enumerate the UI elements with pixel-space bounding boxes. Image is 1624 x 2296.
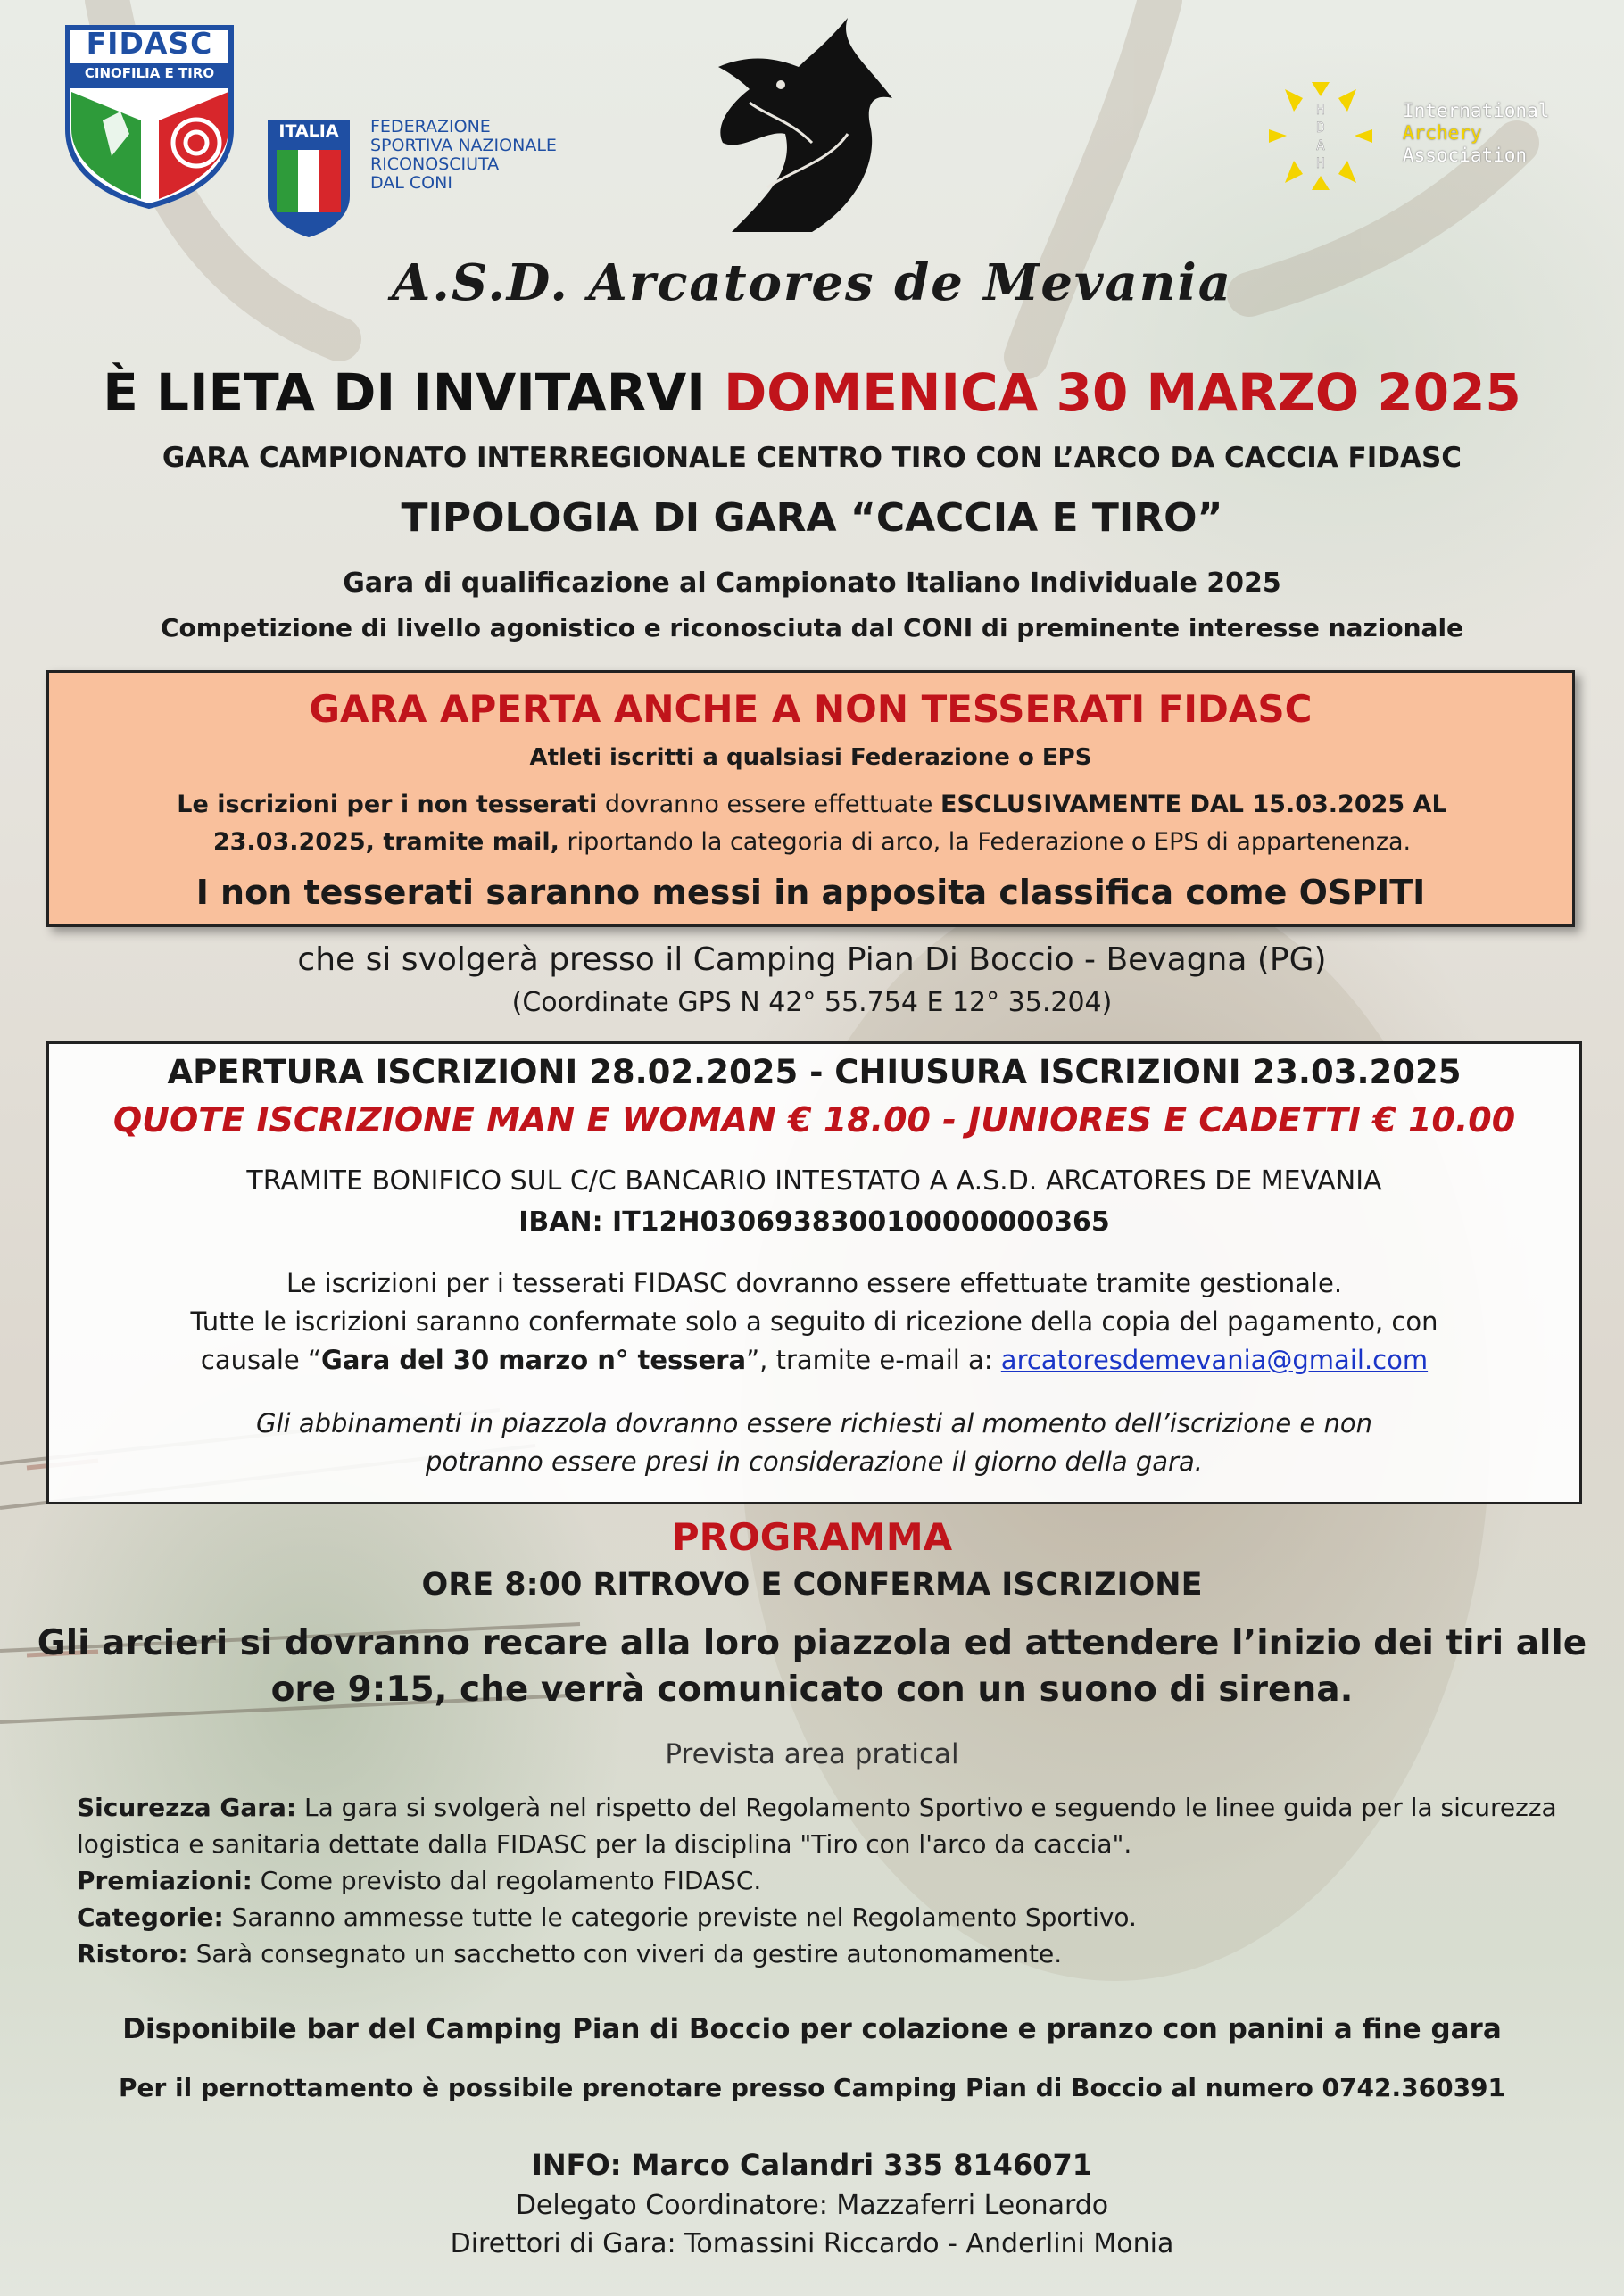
open-box-bold: ESCLUSIVAMENTE DAL 15.03.2025 AL 23.03.2025, tramite mail, bbox=[212, 791, 1447, 856]
headline bbox=[0, 362, 1624, 423]
federation-line: SPORTIVA NAZIONALE bbox=[370, 136, 557, 155]
program-text-line: Gli arcieri si dovranno recare alla loro piazzola ed attendere l’inizio dei tiri alle bbox=[37, 1623, 1587, 1663]
open-box-span: riportando la categoria di arco, la Federazione o EPS di appartenenza. bbox=[559, 828, 1412, 856]
registration-box bbox=[46, 1041, 1582, 1504]
federation-text bbox=[370, 118, 557, 193]
detail-text: Come previsto dal regolamento FIDASC. bbox=[252, 1866, 762, 1895]
detail-text: Saranno ammesse tutte le categorie previste nel Regolamento Sportivo. bbox=[223, 1902, 1137, 1932]
pairing-note-line: potranno essere presi in considerazione il giorno della gara. bbox=[426, 1446, 1203, 1477]
registration-info-line: Le iscrizioni per i tesserati FIDASC dovranno essere effettuate tramite gestionale. bbox=[286, 1268, 1343, 1298]
program-text bbox=[0, 1620, 1624, 1713]
federation-line: DAL CONI bbox=[370, 173, 452, 193]
iaa-line: International bbox=[1403, 100, 1550, 121]
federation-line: RICONOSCIUTA bbox=[370, 154, 500, 174]
federation-line: FEDERAZIONE bbox=[370, 117, 491, 137]
causale-suffix: ”, tramite e-mail a: bbox=[746, 1345, 1001, 1375]
detail-label: Premiazioni: bbox=[77, 1866, 253, 1895]
iaa-logo-icon bbox=[1267, 80, 1374, 192]
registration-fees: QUOTE ISCRIZIONE MAN E WOMAN € 18.00 - JUNIORES E CADETTI € 10.00 bbox=[112, 1100, 1516, 1140]
open-competition-box bbox=[46, 670, 1575, 927]
italia-coni-logo bbox=[264, 116, 353, 241]
race-directors: Direttori di Gara: Tomassini Riccardo - Anderlini Monia bbox=[450, 2228, 1174, 2259]
detail-item bbox=[77, 1899, 1558, 1935]
detail-label: Sicurezza Gara: bbox=[77, 1793, 297, 1822]
info-contact: INFO: Marco Calandri 335 8146071 bbox=[531, 2148, 1092, 2182]
registration-dates: APERTURA ISCRIZIONI 28.02.2025 - CHIUSURA ISCRIZIONI 23.03.2025 bbox=[167, 1053, 1462, 1091]
causale-prefix: causale “ bbox=[200, 1345, 322, 1375]
event-type: TIPOLOGIA DI GARA “CACCIA E TIRO” bbox=[401, 495, 1223, 541]
dragon-emblem-icon bbox=[714, 18, 892, 232]
registration-info bbox=[49, 1264, 1579, 1380]
italia-label: ITALIA bbox=[278, 121, 339, 141]
event-date: DOMENICA 30 MARZO 2025 bbox=[724, 362, 1521, 423]
competition-level-text: Competizione di livello agonistico e riconosciuta dal CONI di preminente interesse nazionale bbox=[160, 613, 1464, 642]
program-text-line: ore 9:15, che verrà comunicato con un suono di sirena. bbox=[270, 1670, 1354, 1710]
headline-lead: È LIETA DI INVITARVI bbox=[103, 362, 725, 423]
location-line: che si svolgerà presso il Camping Pian Di Boccio - Bevagna (PG) bbox=[297, 941, 1327, 978]
fidasc-logo bbox=[62, 22, 236, 210]
open-box-ospiti: I non tesserati saranno messi in apposita classifica come OSPITI bbox=[195, 873, 1426, 912]
iban: IBAN: IT12H0306938300100000000365 bbox=[518, 1206, 1110, 1238]
program-time: ORE 8:00 RITROVO E CONFERMA ISCRIZIONE bbox=[421, 1567, 1203, 1603]
event-subtitle: GARA CAMPIONATO INTERREGIONALE CENTRO TIRO CON L’ARCO DA CACCIA FIDASC bbox=[162, 442, 1462, 474]
iaa-letter: H bbox=[1316, 101, 1325, 118]
fidasc-logo-subtitle: CINOFILIA E TIRO bbox=[84, 65, 215, 81]
open-box-bold: Le iscrizioni per i non tesserati bbox=[177, 791, 598, 818]
detail-item bbox=[77, 1935, 1558, 1972]
detail-text: La gara si svolgerà nel rispetto del Regolamento Sportivo e seguendo le linee guida per la sicurezza logistica e sanitaria dettate dalla FIDASC per la disciplina "Tiro con l'arco da caccia". bbox=[77, 1793, 1557, 1859]
email-link[interactable]: arcatoresdemevania@gmail.com bbox=[1000, 1345, 1429, 1375]
details-list bbox=[77, 1789, 1558, 1972]
registration-info-line bbox=[49, 1341, 1579, 1380]
club-name: A.S.D. Arcatores de Mevania bbox=[391, 253, 1233, 312]
delegate: Delegato Coordinatore: Mazzaferri Leonardo bbox=[515, 2190, 1109, 2221]
detail-text: Sarà consegnato un sacchetto con viveri da gestire autonomamente. bbox=[187, 1939, 1063, 1969]
detail-item bbox=[77, 1789, 1558, 1862]
open-box-span: dovranno essere effettuate bbox=[597, 791, 940, 818]
iaa-line: Association bbox=[1403, 145, 1528, 166]
open-box-text bbox=[103, 786, 1521, 861]
bar-info: Disponibile bar del Camping Pian di Boccio per colazione e pranzo con panini a fine gara bbox=[122, 2013, 1502, 2045]
iaa-line: Archery bbox=[1403, 122, 1482, 144]
fidasc-logo-title: FIDASC bbox=[86, 26, 213, 61]
iaa-text bbox=[1403, 100, 1549, 167]
detail-label: Ristoro: bbox=[77, 1939, 188, 1969]
detail-label: Categorie: bbox=[77, 1902, 224, 1932]
overnight-info: Per il pernottamento è possibile prenotare presso Camping Pian di Boccio al numero 0742.360391 bbox=[118, 2073, 1506, 2102]
open-box-title: GARA APERTA ANCHE A NON TESSERATI FIDASC bbox=[309, 687, 1313, 731]
iaa-letter: D bbox=[1316, 119, 1325, 136]
detail-item bbox=[77, 1862, 1558, 1899]
pairing-note-line: Gli abbinamenti in piazzola dovranno essere richiesti al momento dell’iscrizione e non bbox=[256, 1408, 1372, 1438]
pairing-note bbox=[49, 1405, 1579, 1481]
registration-info-line: Tutte le iscrizioni saranno confermate solo a seguito di ricezione della copia del pagamento, con bbox=[190, 1306, 1438, 1337]
gps-coordinates: (Coordinate GPS N 42° 55.754 E 12° 35.204) bbox=[511, 987, 1113, 1018]
qualification-text: Gara di qualificazione al Campionato Italiano Individuale 2025 bbox=[343, 568, 1281, 599]
causale-bold: Gara del 30 marzo n° tessera bbox=[321, 1345, 747, 1375]
bank-transfer-text: TRAMITE BONIFICO SUL C/C BANCARIO INTESTATO A A.S.D. ARCATORES DE MEVANIA bbox=[246, 1165, 1382, 1197]
program-title: PROGRAMMA bbox=[671, 1515, 953, 1559]
practice-area: Prevista area pratical bbox=[665, 1738, 959, 1770]
iaa-letter: H bbox=[1316, 154, 1325, 171]
open-box-subtitle: Atleti iscritti a qualsiasi Federazione o EPS bbox=[529, 744, 1092, 771]
iaa-letter: A bbox=[1316, 137, 1325, 153]
